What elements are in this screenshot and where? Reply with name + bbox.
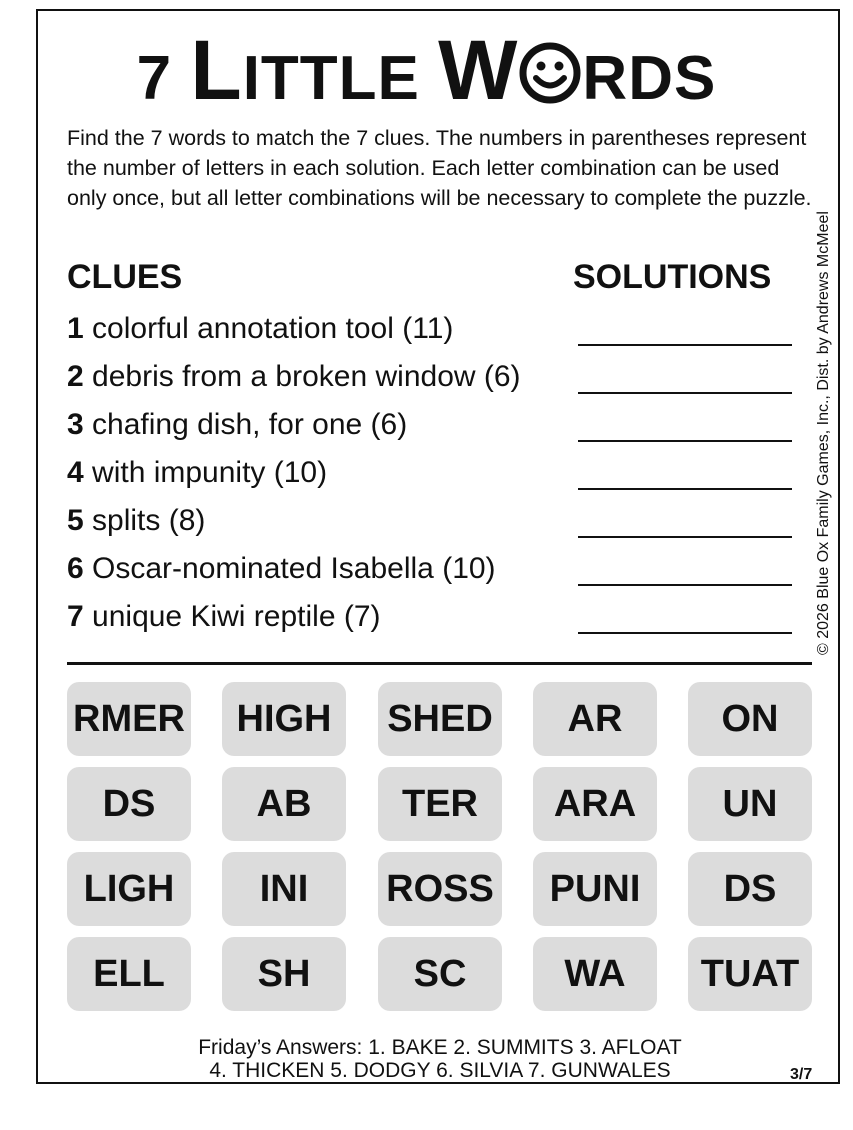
clue-text: Oscar-nominated Isabella (10) [92,552,496,585]
letter-tile[interactable]: WA [533,937,657,1011]
solution-blank-1[interactable] [578,344,792,346]
puzzle-title: 7 LITTLE W RDS [136,23,717,117]
clue-7 [67,599,381,635]
clue-6 [67,551,496,587]
clue-text: debris from a broken window (6) [92,360,521,393]
clue-text: colorful annotation tool (11) [92,312,454,345]
clue-text: splits (8) [92,504,206,537]
letter-tile[interactable]: HIGH [222,682,346,756]
previous-answers-line-1: Friday’s Answers: 1. BAKE 2. SUMMITS 3. AFLOAT [198,1036,682,1059]
previous-answers [100,1036,780,1082]
solution-blank-7[interactable] [578,632,792,634]
smiley-face-icon [518,41,582,105]
instructions-text: Find the 7 words to match the 7 clues. The numbers in parentheses represent the number of letters in each solution. Each letter combination can be used only once, but all letter combinations will be necessary to complete the puzzle. [67,126,812,210]
solution-blank-6[interactable] [578,584,792,586]
section-divider [67,662,812,665]
letter-tile[interactable]: TUAT [688,937,812,1011]
clue-3 [67,407,407,443]
letter-tile[interactable]: DS [67,767,191,841]
clue-number: 4 [67,456,84,489]
page-code: 3/7 [790,1066,813,1083]
copyright-credit: © 2026 Blue Ox Family Games, Inc., Dist. by Andrews McMeel [815,211,832,655]
clue-number: 2 [67,360,84,393]
clue-text: chafing dish, for one (6) [92,408,408,441]
letter-tile[interactable]: SHED [378,682,502,756]
letter-tile[interactable]: SC [378,937,502,1011]
clue-number: 3 [67,408,84,441]
solution-blank-4[interactable] [578,488,792,490]
letter-tile[interactable]: ELL [67,937,191,1011]
letter-tile[interactable]: ON [688,682,812,756]
letter-tile[interactable]: INI [222,852,346,926]
solution-blank-5[interactable] [578,536,792,538]
letter-tile[interactable]: DS [688,852,812,926]
letter-tile[interactable]: ROSS [378,852,502,926]
solutions-header: SOLUTIONS [573,258,772,296]
clue-1 [67,311,453,347]
letter-tile[interactable]: ARA [533,767,657,841]
letter-tile[interactable]: AB [222,767,346,841]
letter-tile[interactable]: TER [378,767,502,841]
clue-2 [67,359,521,395]
clue-text: unique Kiwi reptile (7) [92,600,381,633]
clue-number: 6 [67,552,84,585]
clue-number: 7 [67,600,84,633]
solution-blank-2[interactable] [578,392,792,394]
clue-number: 5 [67,504,84,537]
solution-blank-3[interactable] [578,440,792,442]
clue-text: with impunity (10) [92,456,328,489]
letter-tile[interactable]: AR [533,682,657,756]
letter-tile[interactable]: UN [688,767,812,841]
clue-4 [67,455,327,491]
clue-5 [67,503,205,539]
clues-header: CLUES [67,258,183,296]
letter-tile[interactable]: SH [222,937,346,1011]
letter-tile[interactable]: RMER [67,682,191,756]
letter-tile[interactable]: PUNI [533,852,657,926]
clue-number: 1 [67,312,84,345]
previous-answers-line-2: 4. THICKEN 5. DODGY 6. SILVIA 7. GUNWALES [209,1059,671,1082]
letter-tile[interactable]: LIGH [67,852,191,926]
